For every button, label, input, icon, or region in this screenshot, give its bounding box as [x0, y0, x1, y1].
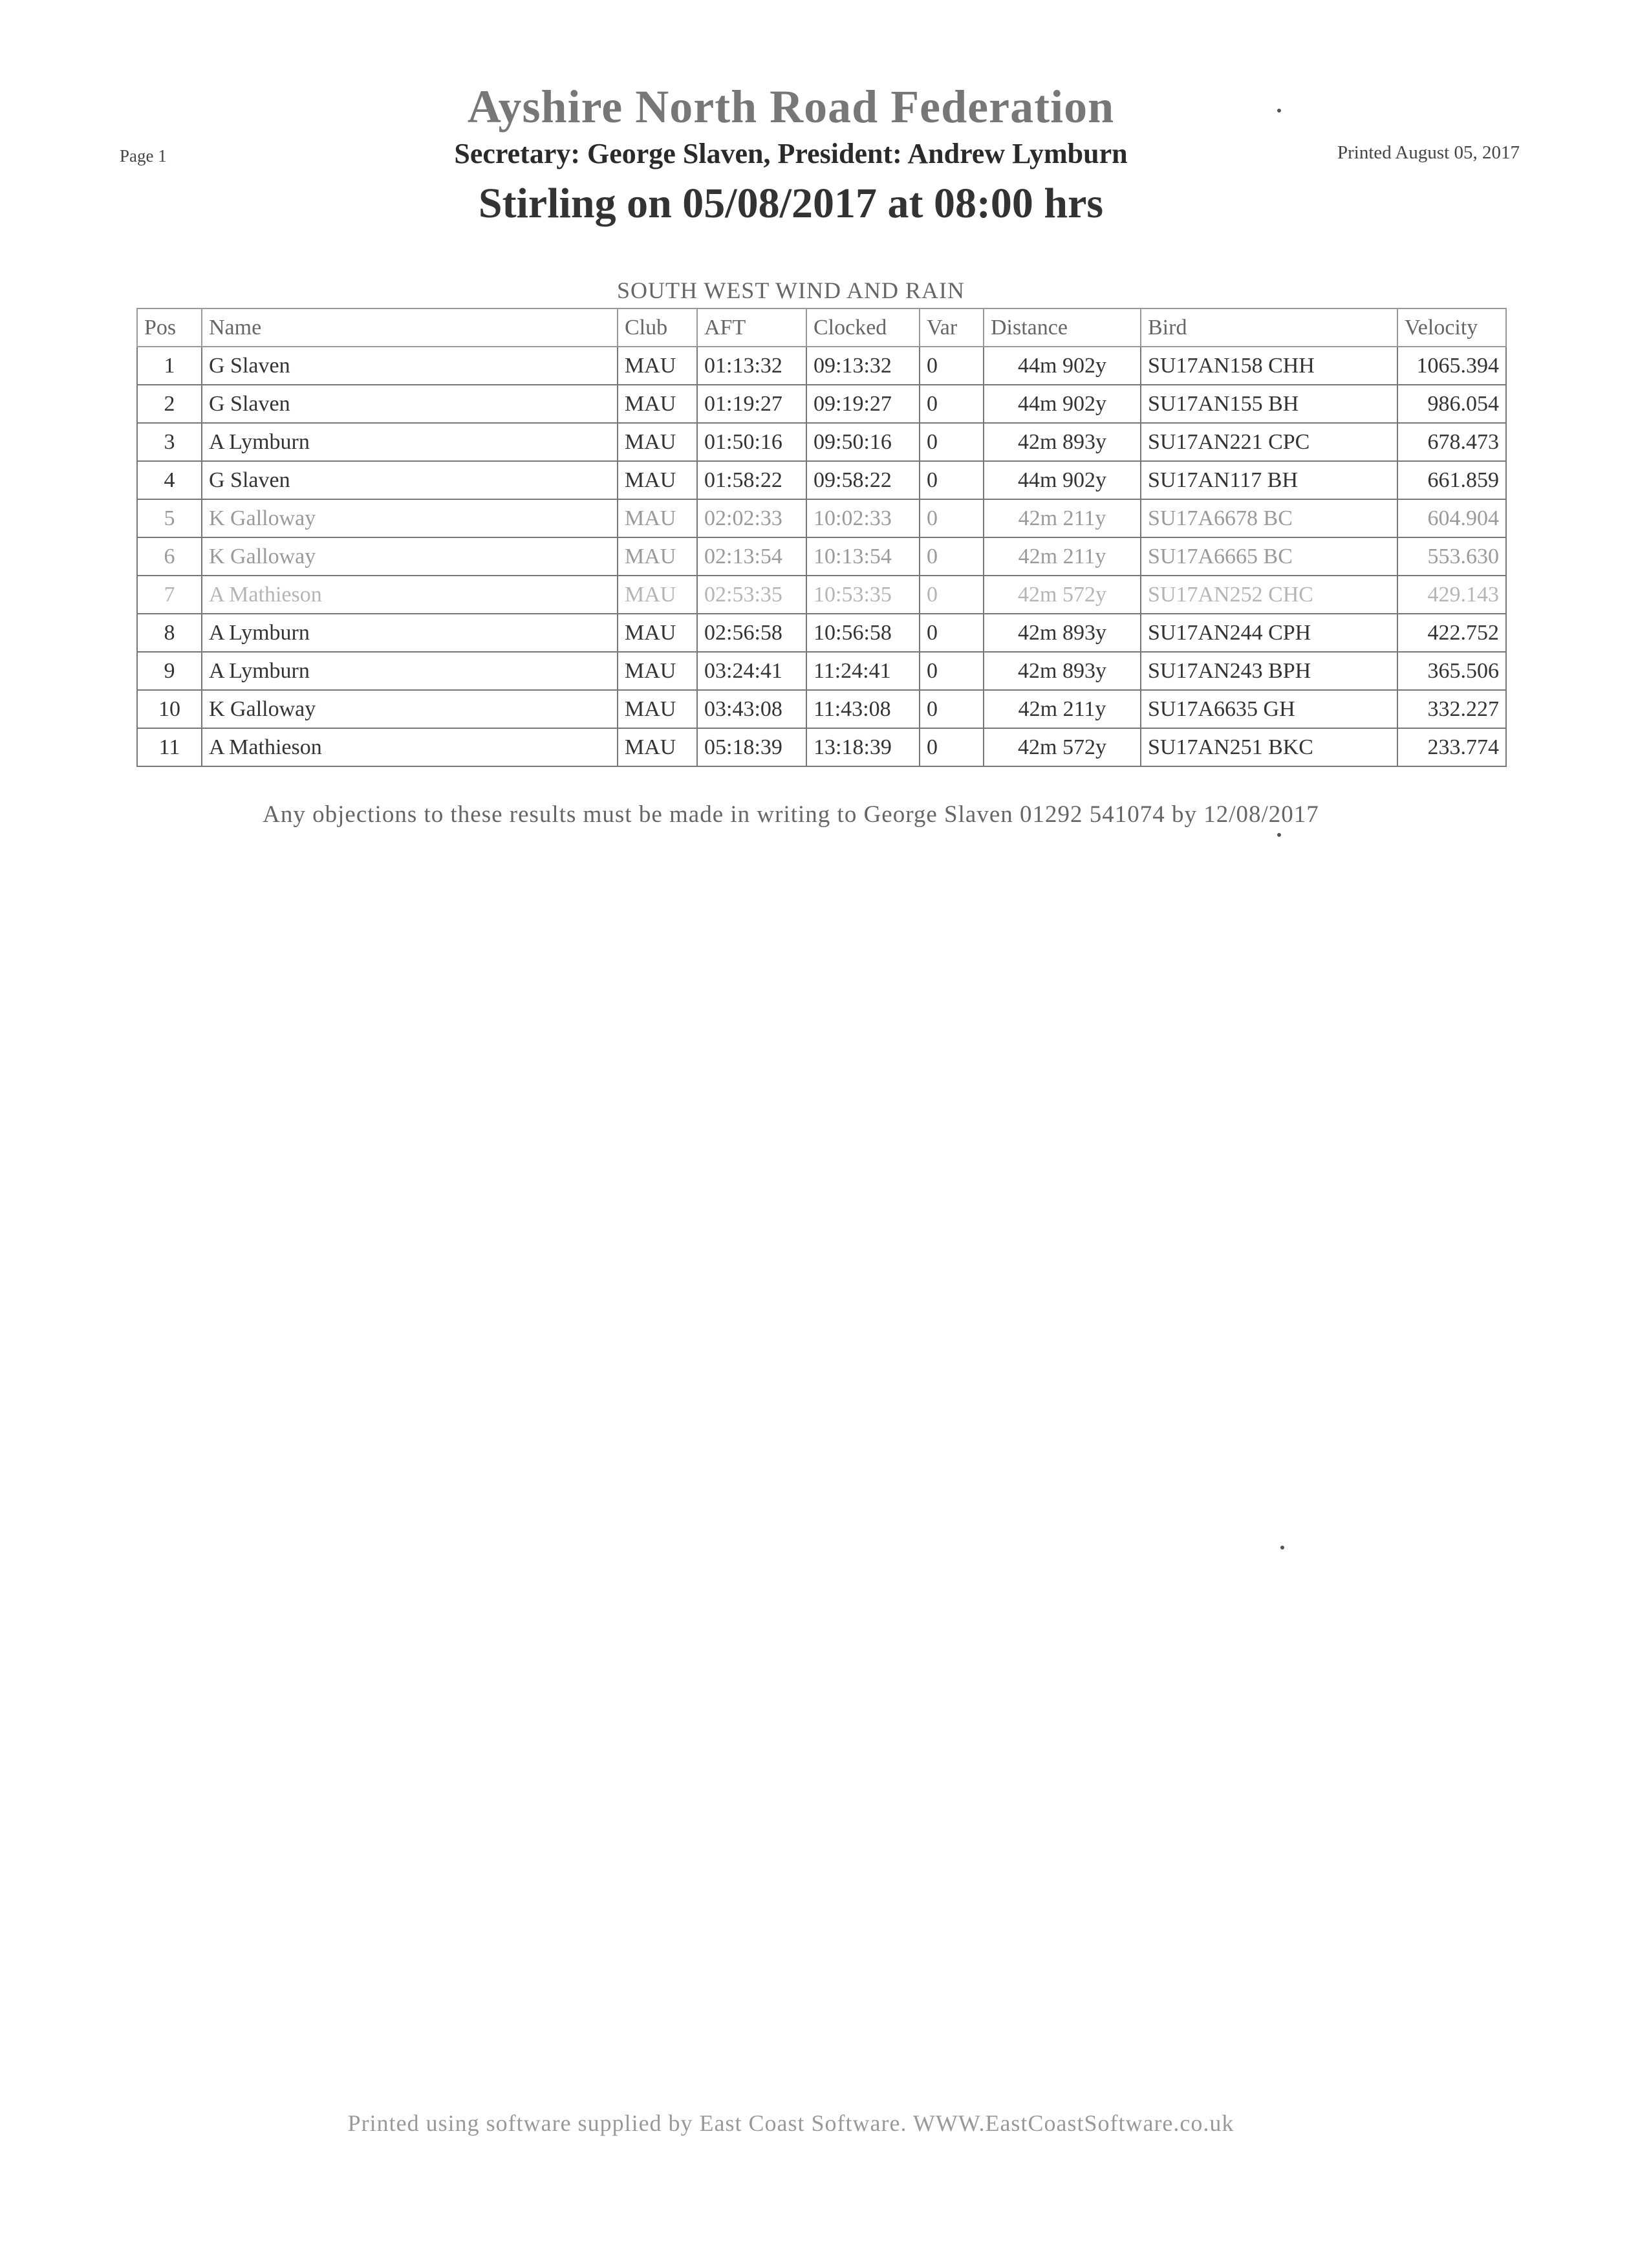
- cell-aft: 02:56:58: [697, 614, 806, 652]
- cell-distance: 44m 902y: [984, 461, 1141, 499]
- cell-pos: 3: [137, 423, 202, 461]
- federation-title: Ayshire North Road Federation: [467, 81, 1115, 133]
- cell-club: MAU: [618, 385, 697, 423]
- cell-name: G Slaven: [202, 461, 618, 499]
- cell-var: 0: [920, 423, 984, 461]
- cell-club: MAU: [618, 537, 697, 576]
- cell-club: MAU: [618, 652, 697, 690]
- cell-aft: 01:19:27: [697, 385, 806, 423]
- cell-bird: SU17AN252 CHC: [1141, 576, 1397, 614]
- cell-bird: SU17AN155 BH: [1141, 385, 1397, 423]
- cell-var: 0: [920, 347, 984, 385]
- cell-name: A Lymburn: [202, 652, 618, 690]
- scan-speck: [1280, 1546, 1284, 1550]
- cell-bird: SU17AN158 CHH: [1141, 347, 1397, 385]
- cell-distance: 42m 893y: [984, 652, 1141, 690]
- cell-aft: 03:24:41: [697, 652, 806, 690]
- table-row: [137, 385, 1506, 423]
- scan-speck: [1277, 109, 1281, 113]
- cell-pos: 2: [137, 385, 202, 423]
- cell-velocity: 661.859: [1397, 461, 1506, 499]
- cell-pos: 9: [137, 652, 202, 690]
- cell-var: 0: [920, 385, 984, 423]
- cell-var: 0: [920, 614, 984, 652]
- page-number: Page 1: [120, 146, 167, 166]
- cell-pos: 1: [137, 347, 202, 385]
- cell-velocity: 553.630: [1397, 537, 1506, 576]
- cell-velocity: 332.227: [1397, 690, 1506, 728]
- cell-clocked: 09:58:22: [806, 461, 920, 499]
- col-header-clocked: Clocked: [806, 308, 920, 347]
- software-footer: Printed using software supplied by East Coast Software. WWW.EastCoastSoftware.co.uk: [347, 2110, 1234, 2136]
- cell-var: 0: [920, 461, 984, 499]
- cell-velocity: 429.143: [1397, 576, 1506, 614]
- cell-club: MAU: [618, 576, 697, 614]
- cell-distance: 42m 211y: [984, 537, 1141, 576]
- printed-date: Printed August 05, 2017: [1337, 142, 1520, 163]
- table-row: [137, 423, 1506, 461]
- cell-clocked: 10:02:33: [806, 499, 920, 537]
- cell-aft: 01:50:16: [697, 423, 806, 461]
- table-row: [137, 461, 1506, 499]
- cell-velocity: 678.473: [1397, 423, 1506, 461]
- cell-aft: 05:18:39: [697, 728, 806, 766]
- table-row: [137, 499, 1506, 537]
- table-row: [137, 576, 1506, 614]
- cell-distance: 42m 572y: [984, 728, 1141, 766]
- cell-var: 0: [920, 690, 984, 728]
- cell-name: K Galloway: [202, 690, 618, 728]
- objections-notice: Any objections to these results must be made in writing to George Slaven 01292 541074 by 12/08/2017: [263, 801, 1319, 828]
- table-row: [137, 652, 1506, 690]
- cell-var: 0: [920, 728, 984, 766]
- col-header-pos: Pos: [137, 308, 202, 347]
- cell-bird: SU17AN244 CPH: [1141, 614, 1397, 652]
- cell-velocity: 233.774: [1397, 728, 1506, 766]
- cell-var: 0: [920, 652, 984, 690]
- cell-aft: 02:53:35: [697, 576, 806, 614]
- cell-club: MAU: [618, 690, 697, 728]
- cell-clocked: 10:56:58: [806, 614, 920, 652]
- weather-note: SOUTH WEST WIND AND RAIN: [616, 277, 965, 303]
- cell-club: MAU: [618, 461, 697, 499]
- cell-distance: 42m 572y: [984, 576, 1141, 614]
- cell-clocked: 09:19:27: [806, 385, 920, 423]
- table-row: [137, 537, 1506, 576]
- cell-bird: SU17AN221 CPC: [1141, 423, 1397, 461]
- cell-bird: SU17A6635 GH: [1141, 690, 1397, 728]
- cell-name: K Galloway: [202, 499, 618, 537]
- cell-var: 0: [920, 576, 984, 614]
- cell-bird: SU17A6665 BC: [1141, 537, 1397, 576]
- officials-line: Secretary: George Slaven, President: Andrew Lymburn: [454, 138, 1128, 169]
- cell-velocity: 1065.394: [1397, 347, 1506, 385]
- cell-var: 0: [920, 537, 984, 576]
- col-header-velocity: Velocity: [1397, 308, 1506, 347]
- cell-velocity: 365.506: [1397, 652, 1506, 690]
- cell-club: MAU: [618, 423, 697, 461]
- cell-pos: 6: [137, 537, 202, 576]
- cell-name: A Mathieson: [202, 728, 618, 766]
- col-header-distance: Distance: [984, 308, 1141, 347]
- cell-pos: 4: [137, 461, 202, 499]
- cell-distance: 44m 902y: [984, 347, 1141, 385]
- cell-bird: SU17AN117 BH: [1141, 461, 1397, 499]
- cell-velocity: 986.054: [1397, 385, 1506, 423]
- cell-clocked: 09:50:16: [806, 423, 920, 461]
- cell-distance: 42m 893y: [984, 423, 1141, 461]
- cell-aft: 03:43:08: [697, 690, 806, 728]
- cell-distance: 42m 893y: [984, 614, 1141, 652]
- cell-distance: 42m 211y: [984, 499, 1141, 537]
- cell-velocity: 604.904: [1397, 499, 1506, 537]
- cell-aft: 01:13:32: [697, 347, 806, 385]
- table-row: [137, 728, 1506, 766]
- cell-club: MAU: [618, 347, 697, 385]
- cell-velocity: 422.752: [1397, 614, 1506, 652]
- cell-bird: SU17AN243 BPH: [1141, 652, 1397, 690]
- cell-club: MAU: [618, 728, 697, 766]
- table-header-row: [137, 308, 1506, 347]
- col-header-var: Var: [920, 308, 984, 347]
- cell-name: A Lymburn: [202, 614, 618, 652]
- cell-name: A Lymburn: [202, 423, 618, 461]
- table-row: [137, 690, 1506, 728]
- col-header-aft: AFT: [697, 308, 806, 347]
- cell-name: A Mathieson: [202, 576, 618, 614]
- cell-club: MAU: [618, 499, 697, 537]
- cell-clocked: 11:43:08: [806, 690, 920, 728]
- table-row: [137, 347, 1506, 385]
- race-heading: Stirling on 05/08/2017 at 08:00 hrs: [478, 180, 1104, 227]
- cell-name: G Slaven: [202, 385, 618, 423]
- cell-bird: SU17AN251 BKC: [1141, 728, 1397, 766]
- cell-pos: 10: [137, 690, 202, 728]
- col-header-bird: Bird: [1141, 308, 1397, 347]
- cell-distance: 42m 211y: [984, 690, 1141, 728]
- scan-speck: [1277, 833, 1281, 837]
- cell-pos: 8: [137, 614, 202, 652]
- results-table: [136, 308, 1507, 767]
- cell-clocked: 09:13:32: [806, 347, 920, 385]
- cell-clocked: 10:53:35: [806, 576, 920, 614]
- cell-var: 0: [920, 499, 984, 537]
- cell-clocked: 11:24:41: [806, 652, 920, 690]
- cell-name: K Galloway: [202, 537, 618, 576]
- cell-pos: 5: [137, 499, 202, 537]
- cell-distance: 44m 902y: [984, 385, 1141, 423]
- col-header-club: Club: [618, 308, 697, 347]
- cell-bird: SU17A6678 BC: [1141, 499, 1397, 537]
- cell-aft: 02:02:33: [697, 499, 806, 537]
- cell-aft: 02:13:54: [697, 537, 806, 576]
- cell-name: G Slaven: [202, 347, 618, 385]
- cell-pos: 7: [137, 576, 202, 614]
- cell-aft: 01:58:22: [697, 461, 806, 499]
- col-header-name: Name: [202, 308, 618, 347]
- cell-clocked: 10:13:54: [806, 537, 920, 576]
- table-row: [137, 614, 1506, 652]
- cell-pos: 11: [137, 728, 202, 766]
- cell-club: MAU: [618, 614, 697, 652]
- cell-clocked: 13:18:39: [806, 728, 920, 766]
